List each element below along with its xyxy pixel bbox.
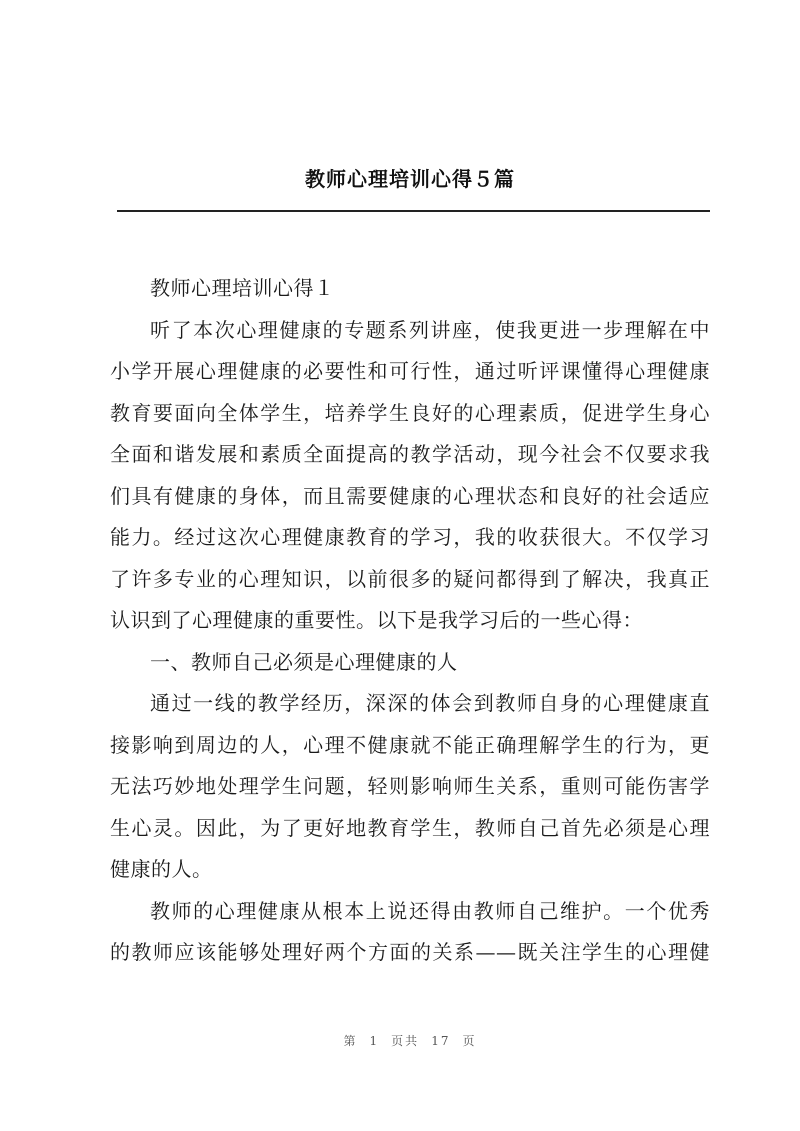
paragraph-line: 认识到了心理健康的重要性。以下是我学习后的一些心得： [110, 608, 643, 632]
paragraph-line: 健康的人。 [110, 857, 213, 881]
footer-suffix: 页 [462, 1034, 477, 1048]
paragraph-line: 接影响到周边的人，心理不健康就不能正确理解学生的行为，更 [110, 732, 710, 757]
paragraph-line: 无法巧妙地处理学生问题，轻则影响师生关系，重则可能伤害学 [110, 774, 710, 798]
paragraph-line: 听了本次心理健康的专题系列讲座，使我更进一步理解在中 [150, 317, 710, 342]
subsection-heading: 一、教师自己必须是心理健康的人 [150, 649, 458, 674]
document-title: 教师心理培训心得５篇 [305, 167, 515, 191]
paragraph-line: 能力。经过这次心理健康教育的学习，我的收获很大。不仅学习 [110, 525, 710, 549]
document-body [110, 268, 710, 974]
paragraph-line: 教育要面向全体学生，培养学生良好的心理素质，促进学生身心 [110, 400, 710, 425]
page-footer [0, 1032, 800, 1049]
paragraph-line: 小学开展心理健康的必要性和可行性，通过听评课懂得心理健康 [110, 359, 710, 383]
footer-page-number: 1 [369, 1034, 380, 1048]
paragraph-line: 通过一线的教学经历，深深的体会到教师自身的心理健康直 [150, 691, 710, 715]
footer-prefix: 第 [343, 1034, 358, 1048]
footer-middle: 页共 [391, 1034, 420, 1048]
paragraph-line: 了许多专业的心理知识，以前很多的疑问都得到了解决，我真正 [110, 566, 710, 591]
paragraph-line: 教师的心理健康从根本上说还得由教师自己维护。一个优秀 [150, 898, 710, 923]
paragraph-line: 的教师应该能够处理好两个方面的关系——既关注学生的心理健 [110, 940, 710, 964]
footer-total-pages: 17 [431, 1034, 451, 1048]
paragraph-line: 们具有健康的身体，而且需要健康的心理状态和良好的社会适应 [110, 483, 710, 508]
title-divider [117, 210, 710, 212]
paragraph-line: 生心灵。因此，为了更好地教育学生，教师自己首先必须是心理 [110, 815, 710, 840]
paragraph-line: 全面和谐发展和素质全面提高的教学活动，现今社会不仅要求我 [110, 442, 710, 466]
section-heading: 教师心理培训心得１ [150, 276, 335, 300]
